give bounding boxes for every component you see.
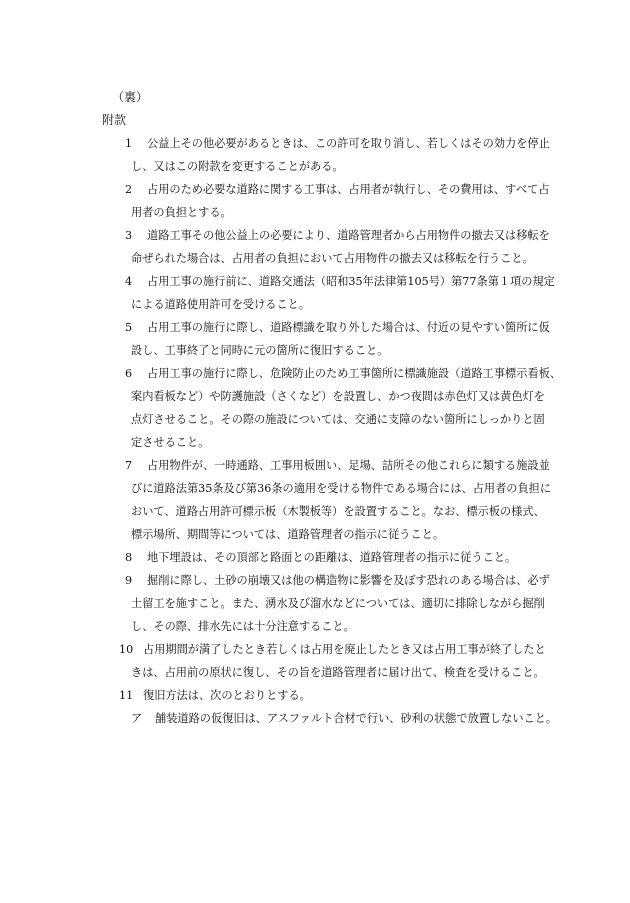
clause-line: 命ぜられた場合は、占用者の負担において占用物件の撤去又は移転を行うこと。 bbox=[131, 252, 534, 265]
clause-number: 9 bbox=[125, 574, 133, 587]
clause-line: 定させること。 bbox=[131, 436, 210, 449]
clause-line: 復旧方法は、次のとおりとする。 bbox=[143, 689, 311, 702]
clause-line: 案内看板など）や防護施設（さくなど）を設置し、かつ夜間は赤色灯又は黄色灯を bbox=[131, 390, 545, 403]
clause-line: きは、占用前の原状に復し、その旨を道路管理者に届け出て、検査を受けること。 bbox=[131, 666, 545, 679]
clause-line: 道路工事その他公益上の必要により、道路管理者から占用物件の撤去又は移転を bbox=[147, 229, 550, 242]
clause-line: 占用工事の施行に際し、道路標識を取り外した場合は、付近の見やすい箇所に仮 bbox=[147, 321, 550, 334]
clause-line: 占用物件が、一時通路、工事用板囲い、足場、詰所その他これらに類する施設並 bbox=[147, 459, 550, 472]
clause-line: びに道路法第35条及び第36条の適用を受ける物件である場合には、占用者の負担に bbox=[131, 482, 552, 495]
subclause-line: 舗装道路の仮復旧は、アスファルト合材で行い、砂利の状態で放置しないこと。 bbox=[155, 712, 558, 725]
clause-number: 2 bbox=[125, 183, 133, 196]
clause-line: 土留工を施すこと。また、湧水及び溜水などについては、適切に排除しながら掘削 bbox=[131, 597, 545, 610]
clause-line: 占用期間が満了したとき若しくは占用を廃止したとき又は占用工事が終了したと bbox=[143, 643, 546, 656]
clause-number: 11 bbox=[119, 689, 134, 702]
clause-number: 6 bbox=[125, 367, 133, 380]
back-side-label: （裏） bbox=[112, 90, 149, 104]
clause-line: 占用工事の施行前に、道路交通法（昭和35年法律第105号）第77条第１項の規定 bbox=[147, 275, 555, 288]
clause-number: 5 bbox=[125, 321, 133, 334]
subclause-number: ア bbox=[131, 712, 143, 725]
clause-line: 掘削に際し、土砂の崩壊又は他の構造物に影響を及ぼす恐れのある場合は、必ず bbox=[147, 574, 550, 587]
clause-line: による道路使用許可を受けること。 bbox=[131, 298, 311, 311]
clause-line: おいて、道路占用許可標示板（木製板等）を設置すること。なお、標示板の様式、 bbox=[131, 505, 545, 518]
clause-number: 1 bbox=[125, 137, 133, 150]
clause-line: 公益上その他必要があるときは、この許可を取り消し、若しくはその効力を停止 bbox=[147, 137, 550, 150]
section-heading: 附款 bbox=[102, 113, 127, 127]
clause-line: 標示場所、期間等については、道路管理者の指示に従うこと。 bbox=[131, 528, 445, 541]
clause-line: 点灯させること。その際の施設については、交通に支障のない箇所にしっかりと固 bbox=[131, 413, 545, 426]
clause-line: 地下埋設は、その頂部と路面との距離は、道路管理者の指示に従うこと。 bbox=[147, 551, 517, 564]
clause-number: 3 bbox=[125, 229, 133, 242]
clause-number: 8 bbox=[125, 551, 133, 564]
clause-number: 10 bbox=[119, 643, 134, 656]
clause-number: 7 bbox=[125, 459, 133, 472]
clause-number: 4 bbox=[125, 275, 133, 288]
clause-line: し、又はこの附款を変更することがある。 bbox=[131, 160, 344, 173]
clause-line: 占用工事の施行に際し、危険防止のため工事箇所に標識施設（道路工事標示看板、 bbox=[147, 367, 561, 380]
clause-line: 用者の負担とする。 bbox=[131, 206, 232, 219]
clause-line: 占用のため必要な道路に関する工事は、占用者が執行し、その費用は、すべて占 bbox=[147, 183, 550, 196]
clause-line: 設し、工事終了と同時に元の箇所に復旧すること。 bbox=[131, 344, 389, 357]
clause-line: し、その際、排水先には十分注意すること。 bbox=[131, 620, 355, 633]
